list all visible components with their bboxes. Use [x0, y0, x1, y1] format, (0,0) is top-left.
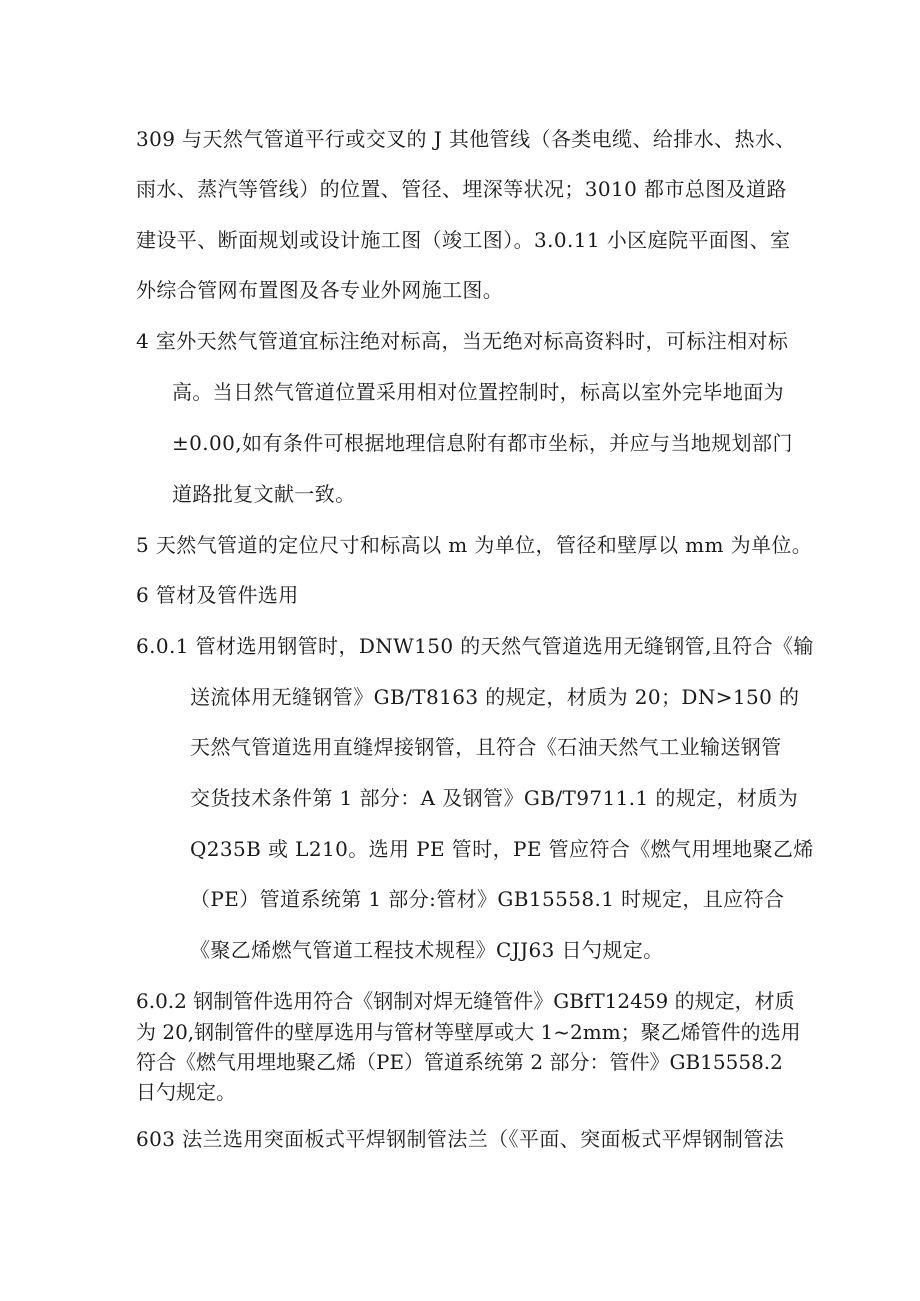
text-line: 603 法兰选用突面板式平焊钢制管法兰（《平面、突面板式平焊钢制管法 [136, 1127, 785, 1151]
text-line: Q235B 或 L210。选用 PE 管时，PE 管应符合《燃气用埋地聚乙烯 [190, 837, 814, 861]
text-line: 天然气管道选用直缝焊接钢管，且符合《石油天然气工业输送钢管 [190, 735, 782, 759]
text-line: 日勺规定。 [136, 1080, 236, 1104]
text-line: 《聚乙烯燃气管道工程技术规程》CJJ63 日勺规定。 [190, 938, 664, 962]
text-line: 高。当日然气管道位置采用相对位置控制时，标高以室外完毕地面为 [172, 380, 784, 404]
text-line: 309 与天然气管道平行或交叉的 J 其他管线（各类电缆、给排水、热水、 [136, 127, 796, 151]
text-line: 为 20,钢制管件的壁厚选用与管材等壁厚或大 1~2mm；聚乙烯管件的选用 [136, 1020, 801, 1044]
text-line: 雨水、蒸汽等管线）的位置、管径、埋深等状况；3010 都市总图及道路 [136, 177, 787, 201]
text-line: 6.0.1 管材选用钢管时，DNW150 的天然气管道选用无缝钢管,且符合《输 [136, 634, 814, 658]
text-line: 5 天然气管道的定位尺寸和标高以 m 为单位，管径和壁厚以 mm 为单位。 [136, 533, 813, 557]
text-line: 4 室外天然气管道宜标注绝对标高，当无绝对标高资料时，可标注相对标 [136, 329, 789, 353]
text-line: 建设平、断面规划或设计施工图（竣工图）。3.0.11 小区庭院平面图、室 [136, 228, 791, 252]
section-heading: 6 管材及管件选用 [136, 583, 299, 607]
text-line: 6.0.2 钢制管件选用符合《钢制对焊无缝管件》GBfT12459 的规定，材质 [136, 989, 795, 1013]
text-line: 送流体用无缝钢管》GB/T8163 的规定，材质为 20；DN>150 的 [190, 685, 800, 709]
text-line: 符合《燃气用埋地聚乙烯（PE）管道系统第 2 部分：管件》GB15558.2 [136, 1050, 783, 1074]
text-line: 道路批复文献一致。 [172, 482, 356, 506]
text-line: ±0.00,如有条件可根据地理信息附有都市坐标，并应与当地规划部门 [172, 431, 793, 455]
text-line: （PE）管道系统第 1 部分:管材》GB15558.1 时规定，且应符合 [190, 887, 785, 911]
text-line: 交货技术条件第 1 部分：A 及钢管》GB/T9711.1 的规定，材质为 [190, 786, 799, 810]
text-line: 外综合管网布置图及各专业外网施工图。 [136, 278, 504, 302]
